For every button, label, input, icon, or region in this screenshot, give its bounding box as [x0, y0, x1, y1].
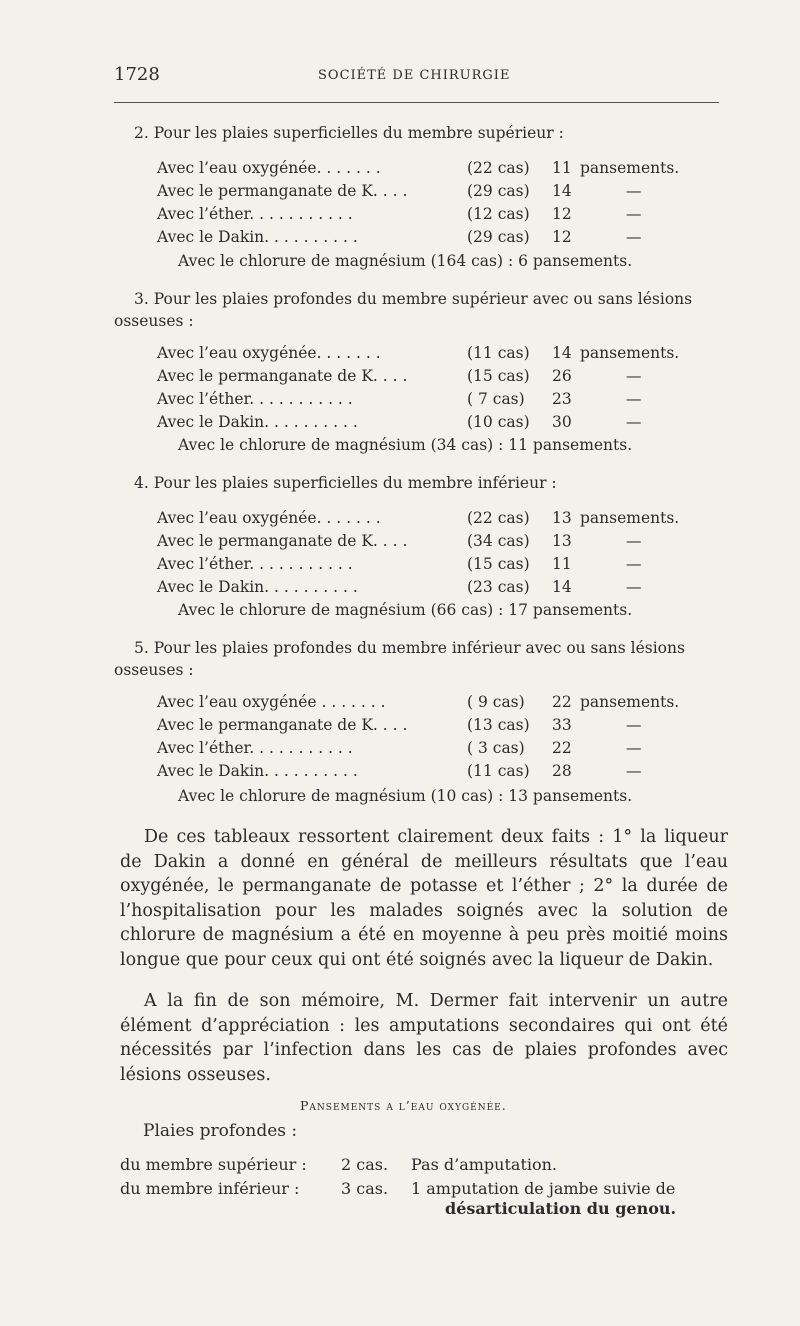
row-unit: pansements. [580, 159, 680, 177]
row-unit: pansements. [580, 509, 680, 527]
section-heading: 4. Pour les plaies superficielles du membre inférieur : [134, 474, 557, 492]
row-label: Avec le permanganate de K. . . . [157, 532, 408, 550]
row-cases: (22 cas) [467, 509, 530, 527]
row-cases: (29 cas) [467, 228, 530, 246]
section-summary: Avec le chlorure de magnésium (10 cas) : 13 pansements. [178, 787, 633, 805]
row-unit: — [626, 716, 642, 734]
section-summary: Avec le chlorure de magnésium (66 cas) : 17 pansements. [178, 601, 633, 619]
section-heading: 5. Pour les plaies profondes du membre inférieur avec ou sans lésions osseuses : [114, 639, 685, 679]
row-unit: — [626, 228, 642, 246]
header-rule [114, 102, 719, 103]
row-cases: (11 cas) [467, 344, 530, 362]
row-label: Avec le Dakin. . . . . . . . . . [157, 578, 358, 596]
row-label: Avec le permanganate de K. . . . [157, 182, 408, 200]
row-count: 13 [552, 509, 572, 527]
row-cases: (10 cas) [467, 413, 530, 431]
row-label: Avec le Dakin. . . . . . . . . . [157, 228, 358, 246]
row-count: 11 [552, 159, 572, 177]
amputation-row-detail: 1 amputation de jambe suivie de [411, 1179, 676, 1198]
row-count: 22 [552, 693, 572, 711]
row-count: 28 [552, 762, 572, 780]
amputation-row-detail: Pas d’amputation. [411, 1155, 558, 1174]
body-paragraph: A la fin de son mémoire, M. Dermer fait intervenir un autre élément d’appréciation : les amputations secondaires qui ont été nécessités par l’infection dans les cas de plaies profondes avec lésions osseuses. [120, 991, 728, 1085]
row-unit: — [626, 182, 642, 200]
row-label: Avec l’eau oxygénée. . . . . . . [157, 159, 381, 177]
row-unit: — [626, 555, 642, 573]
row-cases: (15 cas) [467, 367, 530, 385]
row-label: Avec l’éther. . . . . . . . . . . [157, 390, 353, 408]
amputation-row-cases: 2 cas. [341, 1155, 389, 1174]
row-cases: ( 9 cas) [467, 693, 525, 711]
row-unit: — [626, 390, 642, 408]
body-paragraph: De ces tableaux ressortent clairement deux faits : 1° la liqueur de Dakin a donné en général de meilleurs résultats que l’eau oxygénée, le permanganate de potasse et l’éther ; 2° la durée de l’hospitalisation pour les malades soignés avec la solution de chlorure de magnésium a été en moyenne à peu près moitié moins longue que pour ceux qui ont été soignés avec la liqueur de Dakin. [120, 827, 728, 970]
row-label: Avec l’éther. . . . . . . . . . . [157, 555, 353, 573]
row-unit: pansements. [580, 344, 680, 362]
row-count: 14 [552, 344, 572, 362]
running-title: SOCIÉTÉ DE CHIRURGIE [318, 68, 511, 83]
amputation-row-cases: 3 cas. [341, 1179, 389, 1198]
row-count: 22 [552, 739, 572, 757]
row-unit: — [626, 762, 642, 780]
amputation-row-detail-continued: désarticulation du genou. [445, 1199, 677, 1218]
row-label: Avec l’eau oxygénée. . . . . . . [157, 344, 381, 362]
row-cases: ( 7 cas) [467, 390, 525, 408]
row-label: Avec le permanganate de K. . . . [157, 367, 408, 385]
row-unit: pansements. [580, 693, 680, 711]
amputations-subheading: Plaies profondes : [143, 1121, 298, 1141]
row-label: Avec le Dakin. . . . . . . . . . [157, 762, 358, 780]
row-label: Avec l’éther. . . . . . . . . . . [157, 739, 353, 757]
row-unit: — [626, 532, 642, 550]
row-count: 33 [552, 716, 572, 734]
amputation-row-label: du membre inférieur : [120, 1179, 300, 1198]
row-cases: (11 cas) [467, 762, 530, 780]
row-count: 12 [552, 228, 572, 246]
row-count: 23 [552, 390, 572, 408]
amputations-heading: Pansements a l’eau oxygénée. [300, 1098, 507, 1113]
row-cases: (23 cas) [467, 578, 530, 596]
section-summary: Avec le chlorure de magnésium (34 cas) : 11 pansements. [178, 436, 633, 454]
row-unit: — [626, 367, 642, 385]
row-count: 26 [552, 367, 572, 385]
row-label: Avec le permanganate de K. . . . [157, 716, 408, 734]
row-label: Avec l’eau oxygénée. . . . . . . [157, 509, 381, 527]
row-label: Avec le Dakin. . . . . . . . . . [157, 413, 358, 431]
row-count: 12 [552, 205, 572, 223]
row-cases: (13 cas) [467, 716, 530, 734]
row-unit: — [626, 205, 642, 223]
row-unit: — [626, 413, 642, 431]
row-count: 30 [552, 413, 572, 431]
section-summary: Avec le chlorure de magnésium (164 cas) : 6 pansements. [178, 252, 633, 270]
row-count: 14 [552, 578, 572, 596]
row-cases: (29 cas) [467, 182, 530, 200]
row-label: Avec l’éther. . . . . . . . . . . [157, 205, 353, 223]
row-unit: — [626, 578, 642, 596]
row-count: 13 [552, 532, 572, 550]
row-cases: ( 3 cas) [467, 739, 525, 757]
section-heading: 3. Pour les plaies profondes du membre supérieur avec ou sans lésions osseuses : [114, 290, 693, 330]
row-label: Avec l’eau oxygénée . . . . . . . [157, 693, 386, 711]
row-cases: (15 cas) [467, 555, 530, 573]
row-count: 14 [552, 182, 572, 200]
row-cases: (34 cas) [467, 532, 530, 550]
page-number: 1728 [114, 64, 160, 85]
amputation-row-label: du membre supérieur : [120, 1155, 307, 1174]
row-cases: (22 cas) [467, 159, 530, 177]
row-unit: — [626, 739, 642, 757]
section-heading: 2. Pour les plaies superficielles du membre supérieur : [134, 124, 564, 142]
row-count: 11 [552, 555, 572, 573]
row-cases: (12 cas) [467, 205, 530, 223]
